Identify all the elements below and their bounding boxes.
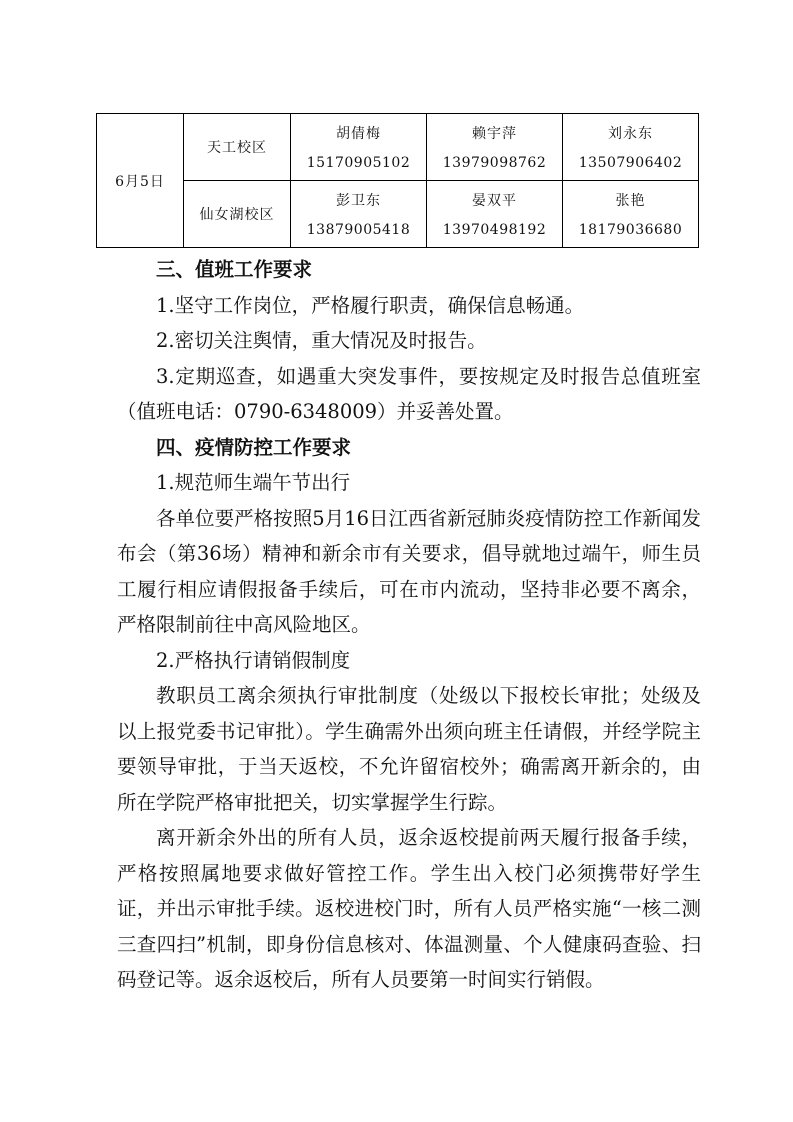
duty-person-cell <box>291 114 427 181</box>
duty-roster-table <box>96 113 699 248</box>
paragraph: 1.坚守工作岗位，严格履行职责，确保信息畅通。 <box>156 293 585 317</box>
section-heading: 四、疫情防控工作要求 <box>156 435 352 459</box>
paragraph: 3.定期巡查，如遇重大突发事件，要按规定及时报告总值班室（值班电话：0790-6348009）并妥善处置。 <box>117 364 701 423</box>
person-phone: 13507906402 <box>578 155 683 171</box>
person-phone: 18179036680 <box>578 222 683 238</box>
duty-person-cell <box>563 181 699 248</box>
date-cell: 6月5日 <box>97 114 184 248</box>
person-name: 赖宇萍 <box>472 126 517 142</box>
person-name: 刘永东 <box>608 126 653 142</box>
person-phone: 13879005418 <box>306 222 411 238</box>
person-phone: 13970498192 <box>442 222 547 238</box>
paragraph: 教职员工离余须执行审批制度（处级以下报校长审批；处级及以上报党委书记审批）。学生确需外出须向班主任请假，并经学院主要领导审批，于当天返校，不允许留宿校外；确需离开新余的，由所在学院严格审批把关，切实掌握学生行踪。 <box>117 684 701 814</box>
duty-person-cell <box>427 181 563 248</box>
document-body <box>117 252 701 998</box>
campus-cell: 天工校区 <box>184 114 291 181</box>
campus-cell: 仙女湖校区 <box>184 181 291 248</box>
duty-person-cell <box>427 114 563 181</box>
person-phone: 13979098762 <box>442 155 547 171</box>
section-heading: 三、值班工作要求 <box>156 258 313 281</box>
person-name: 张艳 <box>615 193 646 209</box>
subsection-title: 2.严格执行请销假制度 <box>156 648 351 672</box>
person-name: 晏双平 <box>472 193 517 209</box>
paragraph: 各单位要严格按照5月16日江西省新冠肺炎疫情防控工作新闻发布会（第36场）精神和新余市有关要求，倡导就地过端午，师生员工履行相应请假报备手续后，可在市内流动，坚持非必要不离余，严格限制前往中高风险地区。 <box>117 506 701 636</box>
paragraph: 2.密切关注舆情，重大情况及时报告。 <box>156 329 487 352</box>
duty-person-cell <box>563 114 699 181</box>
duty-person-cell <box>291 181 427 248</box>
paragraph: 离开新余外出的所有人员，返余返校提前两天履行报备手续，严格按照属地要求做好管控工作。学生出入校门必须携带好学生证，并出示审批手续。返校进校门时，所有人员严格实施“一核二测三查四扫”机制，即身份信息核对、体温测量、个人健康码查验、扫码登记等。返余返校后，所有人员要第一时间实行销假。 <box>117 826 701 991</box>
table-row <box>97 114 699 181</box>
person-phone: 15170905102 <box>306 155 411 171</box>
person-name: 胡倩梅 <box>336 126 381 142</box>
person-name: 彭卫东 <box>336 193 381 209</box>
table-row <box>97 181 699 248</box>
subsection-title: 1.规范师生端午节出行 <box>156 471 351 494</box>
